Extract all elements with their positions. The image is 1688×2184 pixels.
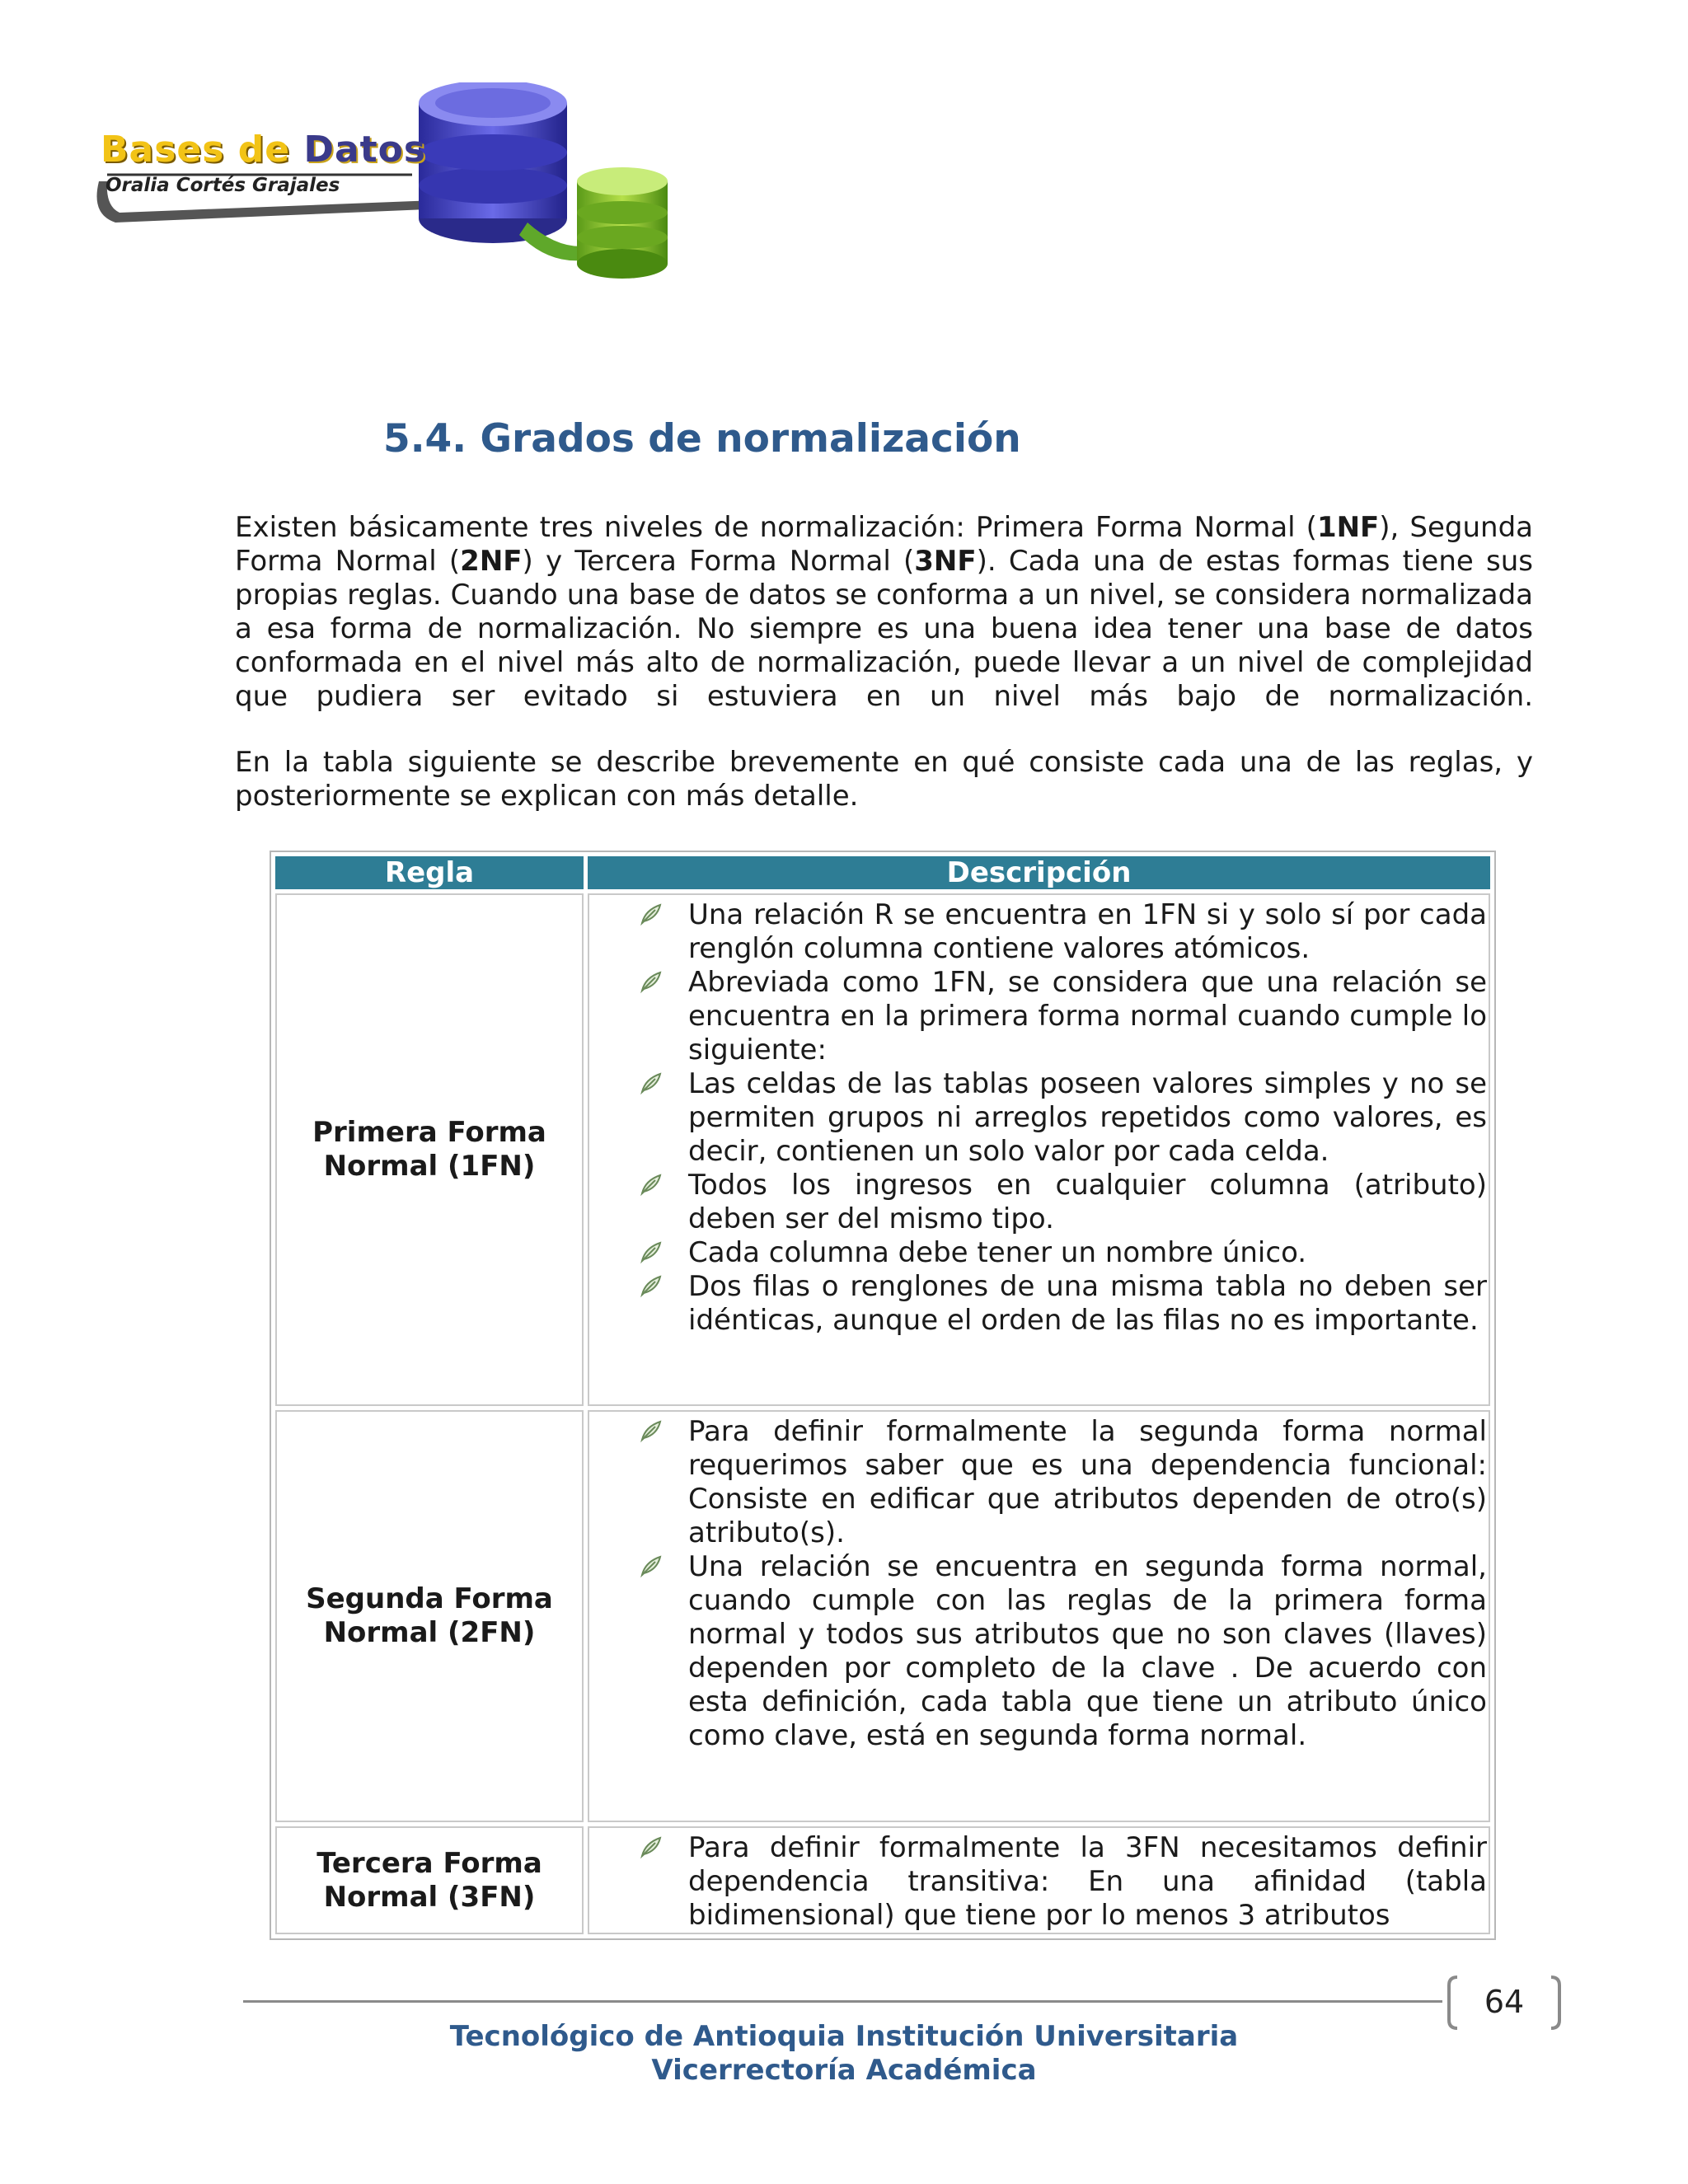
intro-line: conformada en el nivel más alto de normalización, puede llevar a un nivel de complejidad	[235, 646, 1533, 679]
leaf-bullet-icon	[639, 1239, 663, 1263]
leaf-bullet-icon	[639, 1418, 663, 1442]
leaf-bullet-icon	[639, 968, 663, 993]
bullet-text: Cada columna debe tener un nombre único.	[688, 1236, 1307, 1269]
leaf-bullet-icon	[639, 1834, 663, 1858]
intro-line: que pudiera ser evitado si estuviera en un nivel más bajo de normalización.	[235, 680, 1533, 713]
header-logo	[82, 82, 676, 288]
table-intro-line-1: En la tabla siguiente se describe brevemente en qué consiste cada una de las reglas, y	[235, 746, 1533, 779]
bullet-item	[589, 1550, 1487, 1753]
section-heading: 5.4. Grados de normalización	[383, 416, 1021, 462]
page-number: 64	[1484, 1984, 1525, 2020]
footer-divider	[243, 2000, 1442, 2003]
rule-name-line: Tercera Forma	[316, 1846, 542, 1880]
intro-line: Forma Normal (2NF) y Tercera Forma Normal (3NF). Cada una de estas formas tiene sus	[235, 545, 1533, 578]
table-row	[275, 893, 1490, 1406]
leaf-bullet-icon	[639, 1553, 663, 1577]
footer-institution: Tecnológico de Antioquia Institución Universitaria	[449, 2020, 1239, 2053]
intro-line: propias reglas. Cuando una base de datos se conforma a un nivel, se considera normalizada	[235, 579, 1533, 612]
table-intro-line-2: posteriormente se explican con más detalle.	[235, 780, 859, 813]
rule-name-line: Normal (2FN)	[323, 1616, 536, 1649]
rule-name-line: Primera Forma	[312, 1116, 546, 1149]
header-description: Descripción	[588, 856, 1490, 889]
bullet-item	[589, 1169, 1487, 1236]
leaf-bullet-icon	[639, 1171, 663, 1196]
logo-title: Bases de Datos	[101, 129, 427, 171]
bullet-item	[589, 1831, 1487, 1933]
footer-department: Vicerrectoría Académica	[651, 2054, 1037, 2087]
logo-author: Oralia Cortés Grajales	[106, 175, 340, 196]
rule-name-cell	[275, 893, 584, 1406]
intro-line: a esa forma de normalización. No siempre es una buena idea tener una base de datos	[235, 612, 1533, 645]
bullet-list	[589, 1415, 1489, 1753]
rule-description-cell	[588, 1826, 1490, 1934]
leaf-bullet-icon	[639, 1272, 663, 1297]
table-row	[275, 1826, 1490, 1934]
bullet-list	[589, 898, 1489, 1338]
bullet-text: Una relación se encuentra en segunda forma normal, cuando cumple con las reglas de la primera forma normal y todos sus atributos que no son claves (llaves) dependen por completo de la clave . De acuerdo con esta definición, cada tabla que tiene un atributo único como clave, está en segunda forma normal.	[688, 1550, 1487, 1752]
bullet-text: Para definir formalmente la segunda forma normal requerimos saber que es una dependencia funcional: Consiste en edificar que atributos dependen de otro(s) atributo(s).	[688, 1415, 1487, 1549]
bullet-text: Todos los ingresos en cualquier columna (atributo) deben ser del mismo tipo.	[688, 1169, 1487, 1235]
rule-name-cell	[275, 1826, 584, 1934]
rule-name-line: Normal (1FN)	[323, 1150, 536, 1183]
bullet-list	[589, 1831, 1489, 1933]
bullet-text: Las celdas de las tablas poseen valores simples y no se permiten grupos ni arreglos repetidos como valores, es decir, contienen un solo valor por cada celda.	[688, 1067, 1487, 1168]
bullet-item	[589, 898, 1487, 966]
rule-name-line: Segunda Forma	[306, 1582, 553, 1615]
table-header-row	[275, 856, 1490, 889]
bullet-item	[589, 966, 1487, 1067]
bullet-text: Para definir formalmente la 3FN necesitamos definir dependencia transitiva: En una afinidad (tabla bidimensional) que tiene por lo menos 3 atributos	[688, 1831, 1487, 1932]
normalization-rules-table	[270, 851, 1496, 1940]
leaf-bullet-icon	[639, 901, 663, 926]
header-rule: Regla	[275, 856, 584, 889]
bullet-item	[589, 1236, 1487, 1270]
table-row	[275, 1410, 1490, 1822]
rule-description-cell	[588, 893, 1490, 1406]
bullet-item	[589, 1270, 1487, 1338]
rule-description-cell	[588, 1410, 1490, 1822]
bullet-text: Dos filas o renglones de una misma tabla no deben ser idénticas, aunque el orden de las filas no es importante.	[688, 1270, 1487, 1337]
bullet-item	[589, 1067, 1487, 1169]
rule-name-cell	[275, 1410, 584, 1822]
rule-name-line: Normal (3FN)	[323, 1880, 536, 1914]
bullet-text: Abreviada como 1FN, se considera que una relación se encuentra en la primera forma normal cuando cumple lo siguiente:	[688, 966, 1487, 1066]
intro-line: Existen básicamente tres niveles de normalización: Primera Forma Normal (1NF), Segunda	[235, 511, 1534, 544]
bullet-text: Una relación R se encuentra en 1FN si y solo sí por cada renglón columna contiene valores atómicos.	[688, 898, 1487, 965]
bullet-item	[589, 1415, 1487, 1550]
leaf-bullet-icon	[639, 1070, 663, 1094]
